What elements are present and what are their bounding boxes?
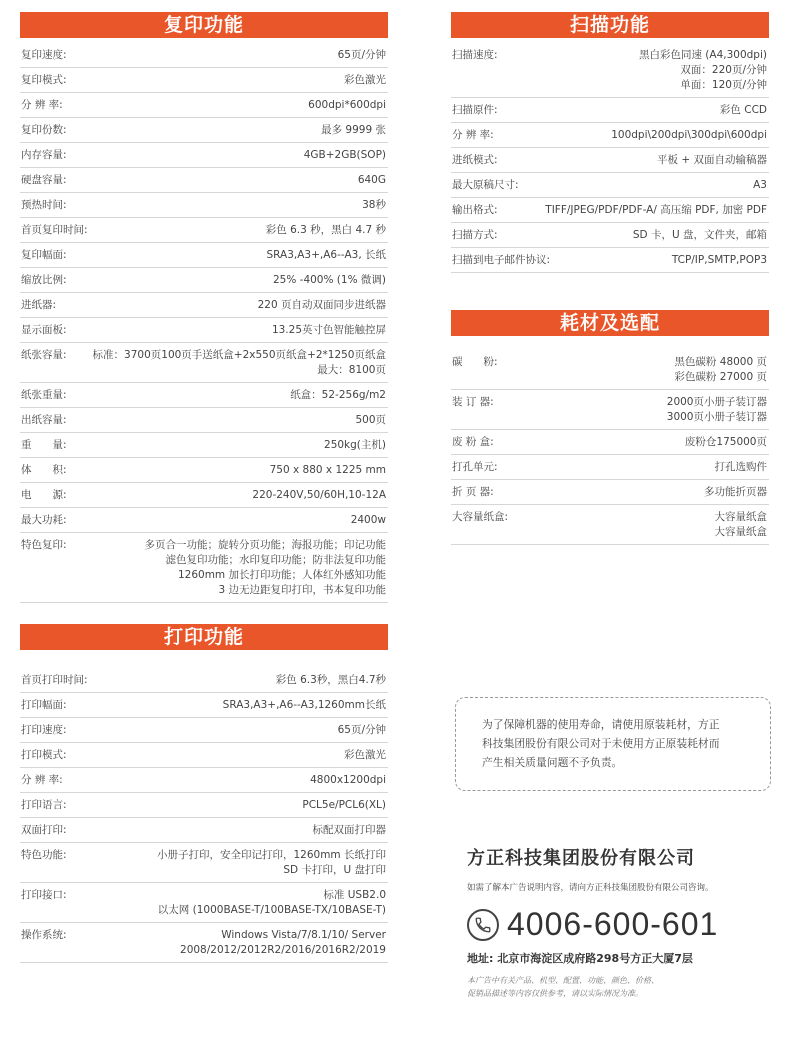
spec-value bbox=[145, 538, 387, 598]
spec-value-line: 250kg(主机) bbox=[324, 439, 386, 451]
spec-label: 重 量: bbox=[21, 439, 67, 451]
spec-label: 内存容量: bbox=[21, 149, 67, 161]
spec-label: 打印模式: bbox=[21, 749, 67, 761]
spec-row bbox=[20, 318, 388, 343]
spec-label: 缩放比例: bbox=[21, 274, 67, 286]
spec-value-line: 2000页小册子装订器 bbox=[666, 396, 767, 408]
spec-row bbox=[20, 508, 388, 533]
spec-value bbox=[715, 460, 768, 475]
spec-row bbox=[451, 198, 769, 223]
spec-row bbox=[451, 248, 769, 273]
spec-row bbox=[20, 793, 388, 818]
disclaimer-line: 促销品描述等内容仅供参考，请以实际情况为准。 bbox=[467, 989, 643, 998]
spec-row bbox=[451, 505, 769, 545]
spec-value-line: 38秒 bbox=[362, 199, 386, 211]
spec-value bbox=[355, 413, 386, 428]
spec-value-line: SRA3,A3+,A6--A3, 长纸 bbox=[266, 249, 386, 261]
spec-label: 最大功耗: bbox=[21, 514, 67, 526]
spec-value-line: 4GB+2GB(SOP) bbox=[303, 149, 386, 161]
spec-label: 扫描到电子邮件协议: bbox=[452, 254, 551, 266]
spec-label: 显示面板: bbox=[21, 324, 67, 336]
spec-row bbox=[20, 143, 388, 168]
spec-value bbox=[685, 435, 767, 450]
spec-label: 扫描方式: bbox=[452, 229, 498, 241]
spec-value bbox=[704, 485, 767, 500]
spec-value bbox=[324, 438, 386, 453]
spec-value bbox=[266, 223, 386, 238]
spec-label: 打印语言: bbox=[21, 799, 67, 811]
print-section bbox=[20, 624, 388, 963]
spec-label: 装 订 器: bbox=[452, 396, 494, 408]
notice-line: 产生相关质量问题不予负责。 bbox=[482, 756, 623, 769]
spec-value bbox=[338, 48, 386, 63]
spec-row bbox=[20, 818, 388, 843]
spec-value-line: 大容量纸盒 bbox=[714, 526, 767, 538]
spec-value bbox=[272, 323, 386, 338]
spec-label: 进纸器: bbox=[21, 299, 57, 311]
spec-value-line: 多页合一功能；旋转分页功能；海报功能；印记功能 bbox=[144, 539, 386, 551]
spec-value bbox=[545, 203, 767, 218]
spec-value-line: 640G bbox=[357, 174, 386, 186]
copy-spec-list bbox=[20, 43, 388, 603]
spec-row bbox=[20, 668, 388, 693]
spec-value-line: 2008/2012/2012R2/2016/2016R2/2019 bbox=[180, 944, 386, 956]
spec-row bbox=[451, 173, 769, 198]
copy-section bbox=[20, 12, 388, 603]
spec-row bbox=[20, 343, 388, 383]
spec-row bbox=[20, 693, 388, 718]
spec-value bbox=[753, 178, 767, 193]
spec-label: 纸张容量: bbox=[21, 349, 67, 361]
spec-label: 复印速度: bbox=[21, 49, 67, 61]
spec-value bbox=[273, 273, 386, 288]
spec-value-line: 废粉仓175000页 bbox=[684, 436, 767, 448]
spec-value-line: 彩色激光 bbox=[344, 74, 386, 86]
spec-value-line: 3000页小册子装订器 bbox=[666, 411, 767, 423]
spec-value-line: 纸盒：52-256g/m2 bbox=[290, 389, 386, 401]
company-name: 方正科技集团股份有限公司 bbox=[467, 848, 695, 869]
spec-value bbox=[633, 228, 767, 243]
phone-icon bbox=[467, 909, 499, 941]
spec-value-line: 彩色激光 bbox=[344, 749, 386, 761]
spec-row bbox=[20, 268, 388, 293]
spec-row bbox=[20, 293, 388, 318]
spec-value-line: 标配双面打印器 bbox=[312, 824, 386, 836]
spec-label: 复印模式: bbox=[21, 74, 67, 86]
spec-label: 预热时间: bbox=[21, 199, 67, 211]
consumables-spec-list bbox=[451, 350, 769, 545]
spec-row bbox=[20, 408, 388, 433]
spec-label: 碳 粉: bbox=[452, 356, 498, 368]
spec-value bbox=[158, 888, 386, 918]
copy-title: 复印功能 bbox=[20, 12, 388, 38]
spec-value-line: 以太网 (1000BASE-T/100BASE-TX/10BASE-T) bbox=[157, 904, 386, 916]
spec-label: 电 源: bbox=[21, 489, 67, 501]
spec-value-line: 大容量纸盒 bbox=[714, 511, 767, 523]
spec-value bbox=[338, 723, 386, 738]
scan-spec-list bbox=[451, 43, 769, 273]
spec-row bbox=[20, 923, 388, 963]
spec-value bbox=[223, 698, 386, 713]
spec-label: 打印幅面: bbox=[21, 699, 67, 711]
spec-value-line: 彩色 CCD bbox=[719, 104, 767, 116]
spec-row bbox=[20, 168, 388, 193]
spec-row bbox=[451, 43, 769, 98]
spec-value-line: 黑色碳粉 48000 页 bbox=[674, 356, 767, 368]
spec-label: 特色功能: bbox=[21, 849, 67, 861]
print-title: 打印功能 bbox=[20, 624, 388, 650]
spec-value bbox=[351, 513, 386, 528]
spec-label: 分 辨 率: bbox=[21, 774, 63, 786]
spec-label: 扫描原件: bbox=[452, 104, 498, 116]
spec-value-line: 220 页自动双面同步进纸器 bbox=[257, 299, 386, 311]
spec-row bbox=[451, 390, 769, 430]
spec-label: 最大原稿尺寸: bbox=[452, 179, 519, 191]
spec-row bbox=[20, 193, 388, 218]
spec-value-line: A3 bbox=[753, 179, 767, 191]
spec-row bbox=[20, 883, 388, 923]
spec-value-line: 1260mm 加长打印功能；人体红外感知功能 bbox=[177, 569, 386, 581]
spec-row bbox=[451, 148, 769, 173]
spec-row bbox=[20, 768, 388, 793]
spec-value-line: TIFF/JPEG/PDF/PDF-A/ 高压缩 PDF, 加密 PDF bbox=[545, 204, 767, 216]
spec-value-line: 65页/分钟 bbox=[337, 724, 386, 736]
spec-value-line: 4800x1200dpi bbox=[310, 774, 386, 786]
spec-label: 打孔单元: bbox=[452, 461, 498, 473]
spec-label: 纸张重量: bbox=[21, 389, 67, 401]
spec-value bbox=[715, 510, 768, 540]
spec-row bbox=[20, 68, 388, 93]
spec-value bbox=[657, 153, 767, 168]
spec-value bbox=[611, 128, 767, 143]
spec-label: 废 粉 盒: bbox=[452, 436, 494, 448]
spec-label: 硬盘容量: bbox=[21, 174, 67, 186]
spec-row bbox=[20, 93, 388, 118]
spec-value bbox=[180, 928, 386, 958]
spec-row bbox=[20, 218, 388, 243]
spec-value-line: 最多 9999 张 bbox=[321, 124, 386, 136]
spec-value bbox=[276, 673, 386, 688]
spec-value-line: SD 卡打印，U 盘打印 bbox=[283, 864, 386, 876]
spec-value-line: 最大：8100页 bbox=[317, 364, 386, 376]
spec-value bbox=[720, 103, 767, 118]
spec-value-line: SD 卡，U 盘，文件夹，邮箱 bbox=[632, 229, 767, 241]
spec-label: 复印幅面: bbox=[21, 249, 67, 261]
spec-value bbox=[321, 123, 386, 138]
spec-label: 打印速度: bbox=[21, 724, 67, 736]
phone-block bbox=[467, 906, 718, 943]
spec-value bbox=[267, 248, 386, 263]
spec-row bbox=[20, 718, 388, 743]
spec-row bbox=[451, 350, 769, 390]
disclaimer bbox=[467, 974, 659, 1000]
address: 地址: 北京市海淀区成府路298号方正大厦7层 bbox=[467, 952, 693, 965]
spec-value-line: SRA3,A3+,A6--A3,1260mm长纸 bbox=[222, 699, 386, 711]
spec-row bbox=[451, 430, 769, 455]
spec-value bbox=[672, 253, 767, 268]
spec-value-line: 13.25英寸色智能触控屏 bbox=[271, 324, 386, 336]
spec-label: 分 辨 率: bbox=[452, 129, 494, 141]
spec-value-line: 黑白彩色同速 (A4,300dpi) bbox=[638, 49, 767, 61]
spec-value-line: Windows Vista/7/8.1/10/ Server bbox=[221, 929, 386, 941]
spec-value bbox=[674, 355, 767, 385]
spec-label: 扫描速度: bbox=[452, 49, 498, 61]
spec-value-line: 滤色复印功能；水印复印功能；防非法复印功能 bbox=[165, 554, 386, 566]
spec-value bbox=[252, 488, 386, 503]
spec-value bbox=[93, 348, 386, 378]
spec-label: 折 页 器: bbox=[452, 486, 494, 498]
consult-note: 如需了解本广告说明内容，请向方正科技集团股份有限公司咨询。 bbox=[467, 883, 714, 893]
spec-label: 进纸模式: bbox=[452, 154, 498, 166]
spec-value bbox=[358, 173, 386, 188]
spec-label: 输出格式: bbox=[452, 204, 498, 216]
spec-row bbox=[451, 455, 769, 480]
spec-label: 大容量纸盒: bbox=[452, 511, 509, 523]
consumables-title: 耗材及选配 bbox=[451, 310, 769, 336]
spec-value-line: 标准 USB2.0 bbox=[323, 889, 386, 901]
spec-row bbox=[451, 123, 769, 148]
spec-row bbox=[20, 43, 388, 68]
spec-value bbox=[313, 823, 387, 838]
spec-row bbox=[20, 243, 388, 268]
spec-value-line: 标准：3700页100页手送纸盒+2x550页纸盒+2*1250页纸盒 bbox=[92, 349, 386, 361]
spec-value-line: TCP/IP,SMTP,POP3 bbox=[671, 254, 767, 266]
spec-value-line: 多功能折页器 bbox=[704, 486, 767, 498]
spec-value-line: 500页 bbox=[355, 414, 386, 426]
spec-row bbox=[20, 533, 388, 603]
spec-row bbox=[20, 458, 388, 483]
spec-label: 体 积: bbox=[21, 464, 67, 476]
spec-row bbox=[20, 483, 388, 508]
spec-label: 首页打印时间: bbox=[21, 674, 88, 686]
spec-value bbox=[308, 98, 386, 113]
spec-value bbox=[270, 463, 386, 478]
spec-value-line: PCL5e/PCL6(XL) bbox=[302, 799, 386, 811]
spec-row bbox=[20, 433, 388, 458]
spec-value-line: 小册子打印，安全印记打印，1260mm 长纸打印 bbox=[156, 849, 386, 861]
spec-row bbox=[451, 223, 769, 248]
spec-label: 首页复印时间: bbox=[21, 224, 88, 236]
spec-value bbox=[304, 148, 386, 163]
print-spec-list bbox=[20, 668, 388, 963]
spec-value-line: 单面：120页/分钟 bbox=[680, 79, 767, 91]
spec-value bbox=[344, 73, 386, 88]
spec-value-line: 600dpi*600dpi bbox=[308, 99, 386, 111]
spec-value-line: 750 x 880 x 1225 mm bbox=[269, 464, 386, 476]
spec-row bbox=[20, 743, 388, 768]
spec-value-line: 平板 + 双面自动输稿器 bbox=[657, 154, 767, 166]
spec-label: 特色复印: bbox=[21, 539, 67, 551]
spec-row bbox=[20, 118, 388, 143]
consumables-section bbox=[451, 310, 769, 545]
spec-value bbox=[302, 798, 386, 813]
spec-value-line: 双面：220页/分钟 bbox=[680, 64, 767, 76]
spec-value-line: 100dpi\200dpi\300dpi\600dpi bbox=[611, 129, 767, 141]
spec-value bbox=[290, 388, 386, 403]
spec-label: 打印接口: bbox=[21, 889, 67, 901]
spec-value bbox=[667, 395, 767, 425]
spec-value-line: 2400w bbox=[350, 514, 386, 526]
spec-value-line: 彩色 6.3秒，黑白4.7秒 bbox=[275, 674, 386, 686]
spec-row bbox=[20, 383, 388, 408]
phone-number: 4006-600-601 bbox=[507, 906, 719, 942]
spec-row bbox=[451, 98, 769, 123]
spec-row bbox=[451, 480, 769, 505]
spec-value-line: 25% -400% (1% 微调) bbox=[272, 274, 386, 286]
spec-value bbox=[310, 773, 386, 788]
spec-value bbox=[258, 298, 386, 313]
spec-label: 复印份数: bbox=[21, 124, 67, 136]
spec-value-line: 220-240V,50/60H,10-12A bbox=[252, 489, 386, 501]
spec-value-line: 彩色碳粉 27000 页 bbox=[674, 371, 767, 383]
spec-label: 操作系统: bbox=[21, 929, 67, 941]
spec-value bbox=[157, 848, 386, 878]
disclaimer-line: 本广告中有关产品、机型、配置、功能、颜色、价格、 bbox=[467, 976, 659, 985]
spec-value-line: 3 边无边距复印打印，书本复印功能 bbox=[218, 584, 386, 596]
notice-line: 为了保障机器的使用寿命，请使用原装耗材，方正 bbox=[482, 718, 720, 731]
scan-section bbox=[451, 12, 769, 273]
spec-value bbox=[639, 48, 767, 93]
spec-value-line: 打孔选购件 bbox=[714, 461, 767, 473]
notice-box bbox=[455, 697, 771, 791]
spec-label: 出纸容量: bbox=[21, 414, 67, 426]
spec-value bbox=[344, 748, 386, 763]
spec-label: 分 辨 率: bbox=[21, 99, 63, 111]
spec-row bbox=[20, 843, 388, 883]
notice-line: 科技集团股份有限公司对于未使用方正原装耗材而 bbox=[482, 737, 720, 750]
spec-value-line: 彩色 6.3 秒，黑白 4.7 秒 bbox=[265, 224, 386, 236]
scan-title: 扫描功能 bbox=[451, 12, 769, 38]
spec-label: 双面打印: bbox=[21, 824, 67, 836]
spec-value bbox=[362, 198, 386, 213]
spec-value-line: 65页/分钟 bbox=[337, 49, 386, 61]
